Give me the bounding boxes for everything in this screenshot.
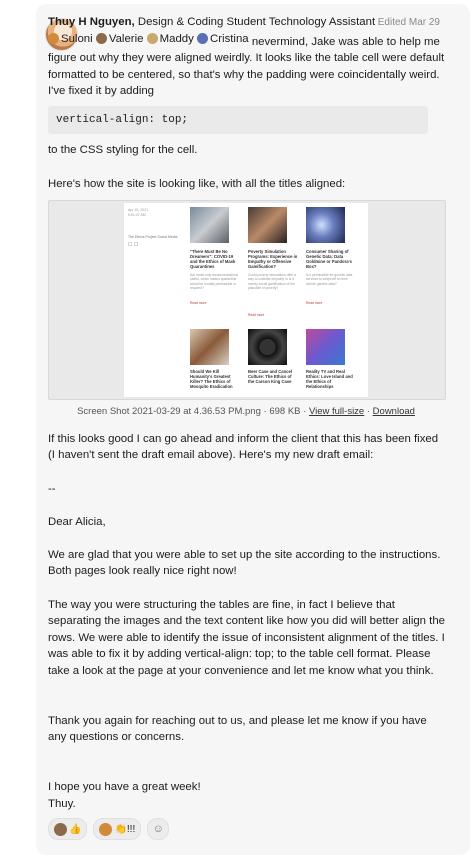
avatar-icon xyxy=(96,33,107,44)
reaction-clap[interactable] xyxy=(93,818,141,840)
download-link[interactable]: Download xyxy=(372,406,415,418)
article-title: "There Must Be No Dreamers": COVID-19 and the Ethics of Mask Quarantines xyxy=(190,249,236,270)
mention-valerie[interactable]: Valerie xyxy=(96,31,144,48)
image-attachment[interactable] xyxy=(48,200,446,400)
screenshot-preview xyxy=(124,203,368,397)
intro-text: nevermind, Jake was able to help me figure out why they were aligned weirdly. It looks like the table cell were default formatted to be centered, so that's why the padding were coincidentally weird. I've fixed it by adding xyxy=(48,35,448,98)
code-block: vertical-align: top; xyxy=(48,106,428,135)
before-image-text: Here's how the site is looking like, with all the titles aligned: xyxy=(48,177,346,190)
thumbnail-image xyxy=(306,329,345,365)
after-code-text: to the CSS styling for the cell. xyxy=(48,144,198,157)
author-name[interactable]: Thuy H Nguyen, xyxy=(48,16,135,28)
add-reaction-button[interactable] xyxy=(147,818,169,840)
avatar-icon xyxy=(147,33,158,44)
article-desc: Are mask-only recommendations useful, which means quarantine would be morally permissible or required? xyxy=(190,273,239,290)
article-desc: Is it permissible for genetic data services to sell/profit on their clients' genetic data? xyxy=(306,273,353,286)
thumbnail-image xyxy=(190,207,229,243)
article-title: Consumer Sharing of Genetic Data: Data Goldmine or Pandora's Box? xyxy=(306,249,352,270)
author-role: Design & Coding Student Technology Assistant xyxy=(134,16,376,28)
preview-site-name: The Ethics Project Social Media xyxy=(128,235,178,240)
article-title: Reality TV and Real Ethics: Love Island and the Ethics of Relationships xyxy=(306,369,353,390)
thumbnail-image xyxy=(248,329,287,365)
thumbs-up-icon: 👍 xyxy=(69,823,82,835)
article-title: Poverty Simulation Programs: Experience in Empathy or Offensive Gamification? xyxy=(248,249,298,270)
social-icons: ☐ ☐ xyxy=(128,242,139,249)
article-title: Should We Kill Humanity's Greatest Killer? The Ethics of Mosquito Eradication xyxy=(190,369,233,390)
article-desc: Could poverty simulations offer a way to cultivate empathy or is it merely social gamification of the plausible of poverty? xyxy=(248,273,296,290)
article-title: Beer Case and Cancel Culture: The Ethics of the Carson King Case xyxy=(248,369,292,385)
message-content xyxy=(48,14,448,812)
thumbnail-image xyxy=(248,207,287,243)
edited-label: Edited Mar 29 xyxy=(377,17,440,28)
reactions-bar xyxy=(48,818,169,840)
thumbnail-image xyxy=(190,329,229,365)
avatar-icon xyxy=(99,823,112,836)
read-more-link: Read more xyxy=(248,313,265,318)
avatar-icon xyxy=(197,33,208,44)
attachment-size: 698 KB xyxy=(269,406,301,418)
avatar-icon xyxy=(48,33,59,44)
attachment-caption: Screen Shot 2021-03-29 at 4.36.53 PM.png · 698 KB · View full-size · Download xyxy=(77,406,415,418)
reaction-thumbs-up[interactable] xyxy=(48,818,87,840)
thumbnail-image xyxy=(306,207,345,243)
message-body: If this looks good I can go ahead and inform the client that this has been fixed (I haven't sent the draft email above). Here's my new draft email: -- Dear Alicia, We are glad that you were able to set up the site according to the instructions. Both pages look really nice right now! The way you were structuring the tables are fine, in fact I believe that separating the images and the text content like how you did will better align the rows. We were able to identify the issue of inconsistent alignment of the titles. I was able to fix it by adding vertical-align: top; to the table cell format. Please take a look at the page at your convenience and let me know what you think. Thank you again for reaching out to us, and please let me know if you have any questions or concerns. I hope you have a great week! Thuy. xyxy=(48,432,446,810)
view-full-size-link[interactable]: View full-size xyxy=(308,406,365,418)
preview-date: Apr 15, 2021 6:51:47 AM xyxy=(128,208,149,217)
message-header xyxy=(48,14,448,31)
attachment-filename: Screen Shot 2021-03-29 at 4.36.53 PM.png xyxy=(77,406,261,418)
clap-icon: 👏!!! xyxy=(114,823,136,835)
add-reaction-icon: ☺ xyxy=(152,823,164,835)
intro-paragraph xyxy=(48,31,448,100)
avatar-icon xyxy=(54,823,67,836)
read-more-link: Read more xyxy=(190,301,207,306)
mention-maddy[interactable]: Maddy xyxy=(147,31,194,48)
mention-cristina[interactable]: Cristina xyxy=(197,31,249,48)
mention-suloni[interactable]: Suloni xyxy=(48,31,93,48)
read-more-link: Read more xyxy=(306,301,323,306)
